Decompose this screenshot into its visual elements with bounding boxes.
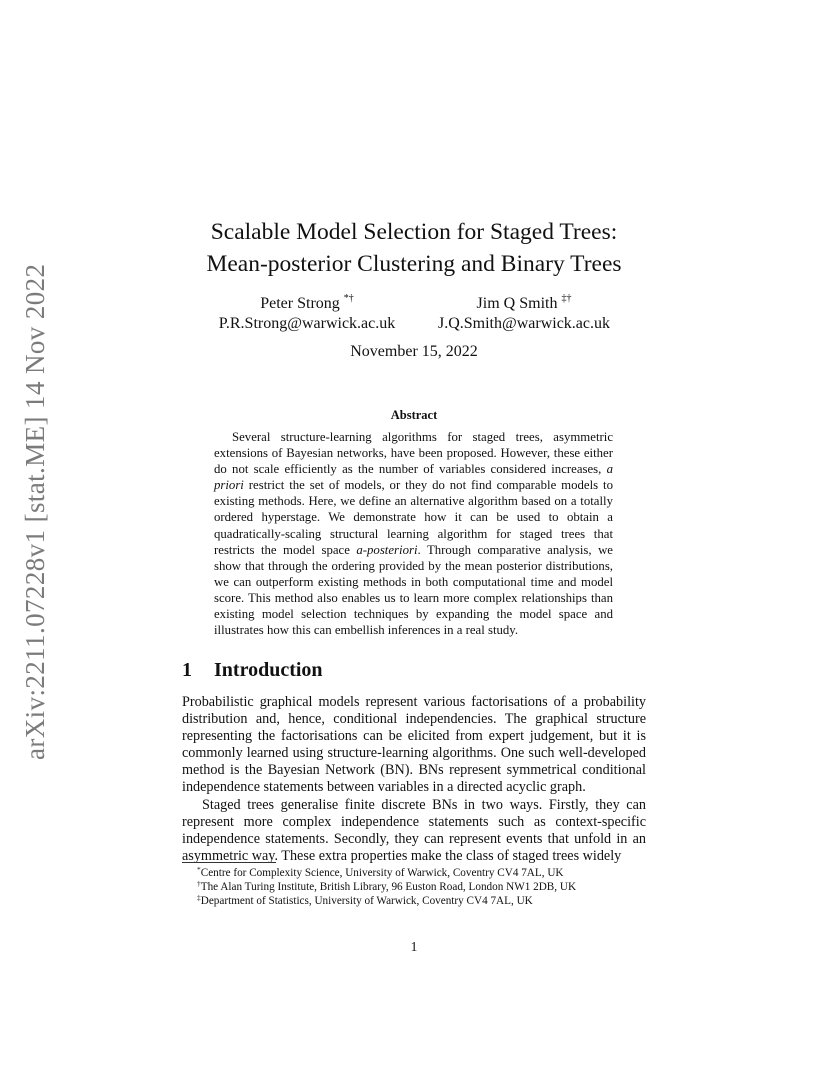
abstract-emphasis: a priori (214, 462, 613, 493)
footnote (197, 894, 576, 908)
body-paragraph: Probabilistic graphical models represent various factorisations of a probability distribution and, hence, conditional independencies. The graphical structure representing the factorisations can be elicited from expert judgement, but it is commonly learned using structure-learning algorithms. One such well-developed method is the Bayesian Network (BN). BNs represent symmetrical conditional independence statements between variables in a directed acyclic graph. (182, 694, 646, 796)
footnote-text: Department of Statistics, University of Warwick, Coventry CV4 7AL, UK (200, 895, 533, 908)
author-email: P.R.Strong@warwick.ac.uk (218, 315, 396, 332)
section-title: Introduction (214, 659, 323, 681)
section-heading (182, 659, 323, 682)
footnotes (197, 866, 576, 909)
author-name: Jim Q Smith (476, 295, 558, 312)
footnote-text: The Alan Turing Institute, British Library, 96 Euston Road, London NW1 2DB, UK (200, 881, 577, 894)
title-line-1: Scalable Model Selection for Staged Trees: (210, 219, 618, 245)
footnote (197, 880, 576, 894)
author-affiliation-marks: *† (343, 293, 354, 304)
body-paragraph: Staged trees generalise finite discrete BNs in two ways. Firstly, they can represent more complex independence statements such as context-specific independence statements. Secondly, they can represent events that unfold in an asymmetric way. These extra properties make the class of staged trees widely (182, 796, 646, 864)
footnote-rule (182, 862, 276, 863)
publication-date: November 15, 2022 (350, 343, 478, 360)
author-name: Peter Strong (260, 295, 340, 312)
footnote-text: Centre for Complexity Science, University of Warwick, Coventry CV4 7AL, UK (200, 867, 564, 879)
author-email: J.Q.Smith@warwick.ac.uk (437, 315, 611, 332)
abstract-text-part: Several structure-learning algorithms for staged trees, asymmetric extensions of Bayesian networks, have been proposed. However, these either do not scale efficiently as the number of variables considered increases, (214, 430, 613, 477)
section-number: 1 (182, 659, 192, 681)
footnote (197, 866, 576, 880)
abstract-heading: Abstract (390, 408, 438, 422)
footnote-mark: ‡ (197, 893, 201, 903)
footnote-mark: † (197, 879, 201, 889)
title-line-2: Mean-posterior Clustering and Binary Trees (206, 251, 622, 277)
page-number: 1 (410, 939, 418, 954)
author-block-1 (207, 294, 407, 334)
paper-title (0, 216, 828, 280)
abstract-text-part: restrict the set of models, or they do not find comparable models to existing methods. Here, we define an alternative algorithm based on a totally ordered hyperstage. We demonstrate how it can be used to obtain a quadratically-scaling structural learning algorithm for staged trees that restricts the model space (214, 478, 613, 557)
section-body (182, 694, 646, 865)
author-affiliation-marks: ‡† (561, 293, 572, 304)
arxiv-identifier: arXiv:2211.07228v1 [stat.ME] 14 Nov 2022 (20, 263, 50, 760)
author-block-2 (424, 294, 624, 334)
abstract-text (214, 429, 613, 638)
abstract-emphasis: a-posteriori (356, 542, 418, 557)
abstract-text-part: . Through comparative analysis, we show that through the ordering provided by the mean posterior distributions, we can outperform existing methods in both computational time and model score. This method also enables us to learn more complex relationships than existing model selection techniques by expanding the model space and illustrates how this can embellish inferences in a real study. (214, 542, 613, 638)
footnote-mark: * (197, 865, 201, 874)
